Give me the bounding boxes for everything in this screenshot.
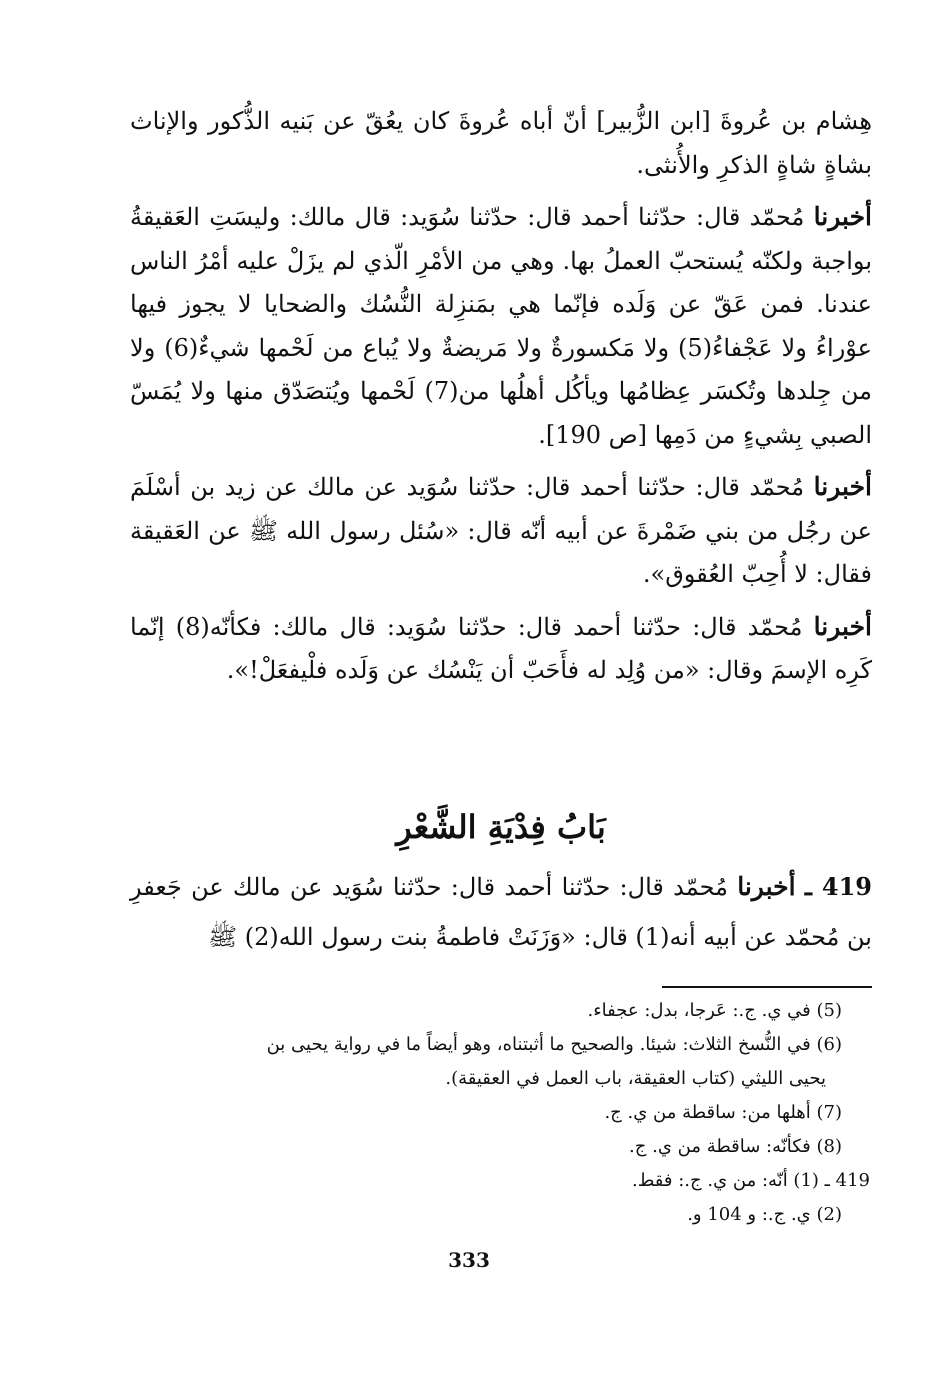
paragraph-text: مُحمّد قال: حدّثنا أحمد قال: حدّثنا سُوَيد عن مالك عن زيد بن أسْلَمَ عن رجُل من بني ضَمْرةَ عن أبيه أنّه قال: «سُئل رسول الله ﷺ عن العَقيقة فقال: لا أُحِبّ العُقوق».	[130, 473, 872, 588]
chapter-heading: بَابُ فِدْيَةِ الشَّعْرِ	[396, 808, 606, 846]
paragraph-lead: أخبرنا	[813, 611, 872, 641]
paragraph	[130, 195, 872, 457]
footnote-continuation: يحيى الليثي (كتاب العقيقة، باب العمل في العقيقة).	[445, 1068, 826, 1089]
footnotes	[130, 994, 870, 1232]
paragraph-lead: أخبرنا	[813, 202, 872, 231]
footnote: 419 ـ (1) أنّه: من ي. ج.: فقط.	[632, 1170, 870, 1191]
paragraph-text: هِشام بن عُروةَ [ابن الزُّبير] أنّ أباه عُروةَ كان يعُقّ عن بَنيه الذُّكور والإناث بشاةٍ شاةٍ الذكرِ والأُنثى.	[130, 107, 872, 179]
paragraph-lead: أخبرنا	[813, 472, 872, 501]
main-text	[130, 100, 872, 701]
hadith-lead: أخبرنا	[737, 872, 796, 901]
footnote: (5) في ي. ج.: عَرجا، بدل: عجفاء.	[587, 1000, 842, 1021]
paragraph-text: مُحمّد قال: حدّثنا أحمد قال: حدّثنا سُوَيد: قال مالك: فكأنّه(8) إنّما كَرِه الإسمَ وقال: «من وُلِد له فأَحَبّ أن يَنْسُك عن وَلَده فلْيفعَلْ!».	[130, 612, 872, 684]
page-number: 333	[448, 1248, 490, 1272]
hadith-number: 419 ـ	[804, 872, 872, 901]
paragraph	[130, 605, 872, 693]
paragraph	[130, 465, 872, 597]
hadith-paragraph	[130, 862, 872, 962]
hadith-text: مُحمّد قال: حدّثنا أحمد قال: حدّثنا سُوَيد عن مالك عن جَعفرِ بن مُحمّد عن أبيه أنه(1) قال: «وَزَنَتْ فاطمةُ بنت رسول الله(2) ﷺ	[130, 873, 872, 951]
paragraph	[130, 100, 872, 187]
footnote-divider	[662, 986, 872, 988]
footnote: (6) في النُّسخ الثلاث: شيئا. والصحيح ما أثبتناه، وهو أيضاً ما في رواية يحيى بن	[266, 1034, 842, 1055]
footnote: (7) أهلها من: ساقطة من ي. ج.	[604, 1102, 842, 1123]
paragraph-text: مُحمّد قال: حدّثنا أحمد قال: حدّثنا سُوَيد: قال مالك: وليسَتِ العَقيقةُ بواجبة ولكنّه يُستحبّ العملُ بها. وهي من الأمْرِ الّذي لم يزَلْ عليه أمْرُ الناس عندنا. فمن عَقّ عن وَلَده فإنّما هي بمَنزِلة النُّسُك والضحايا لا يجوز فيها عوْراءُ ولا عَجْفاءُ(5) ولا مَكسورةٌ ولا مَريضةٌ ولا يُباع من لَحْمها شيءٌ(6) ولا من جِلدها وتُكسَر عِظامُها ويأكُل أهلُها من(7) لَحْمها ويُتصَدّق منها ولا يُمَسّ الصبي بِشيءٍ من دَمِها [ص 190].	[130, 203, 873, 449]
footnote: (2) ي. ج.: و 104 و.	[687, 1204, 842, 1225]
footnote: (8) فكأنّه: ساقطة من ي. ج.	[629, 1136, 842, 1157]
